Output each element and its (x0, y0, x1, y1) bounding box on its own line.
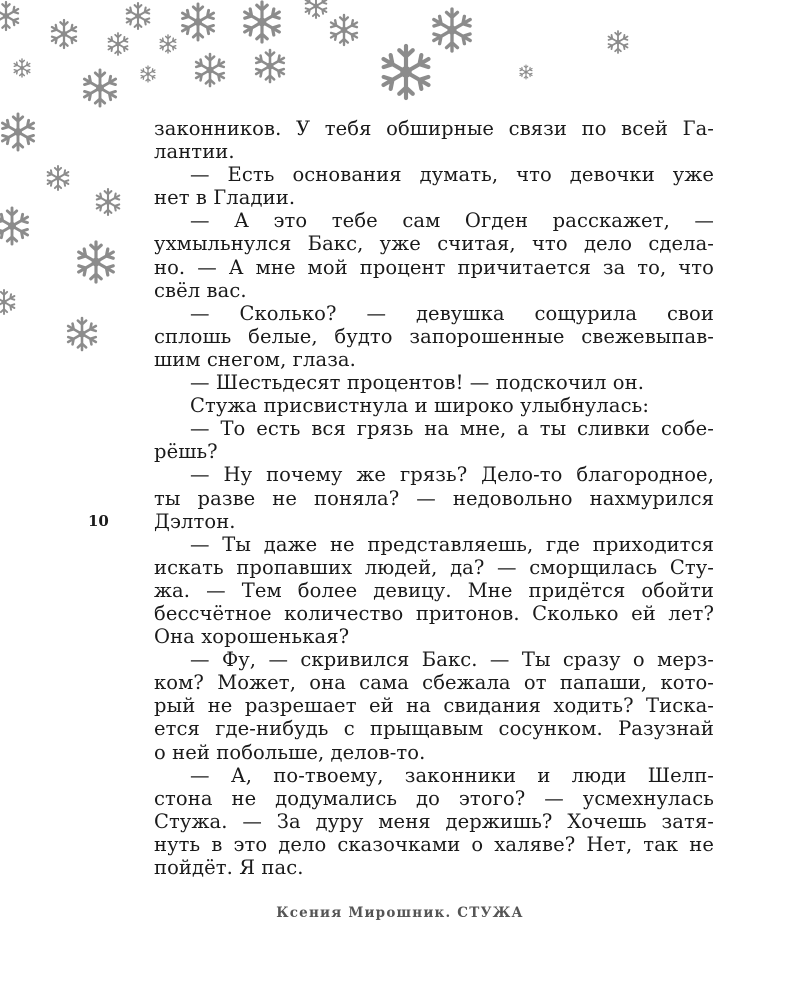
text-line: жа. — Тем более девицу. Мне придётся обойти (154, 578, 714, 602)
text-line: рёшь? (154, 440, 218, 464)
text-line: пойдёт. Я пас. (154, 856, 304, 879)
text-line: — То есть вся грязь на мне, а ты сливки собе- (190, 417, 714, 441)
snowflake-icon (141, 66, 155, 82)
text-line: но. — А мне мой процент причитается за то, что (154, 255, 714, 279)
snowflake-icon (608, 31, 627, 53)
text-line: о ней побольше, делов-то. (154, 740, 426, 764)
snowflake-icon (127, 3, 150, 29)
text-line: сплошь белые, будто запорошенные свежевыпав- (154, 324, 714, 348)
text-line: нет в Гладии. (154, 186, 296, 210)
text-line: — Сколько? — девушка сощурила свои (190, 301, 714, 325)
body-text (154, 117, 714, 879)
text-line: нуть в это дело сказочками о халяве? Нет, так не (154, 832, 714, 856)
snowflake-icon (108, 33, 127, 55)
text-line: Дэлтон. (154, 509, 236, 533)
text-line: ты разве не поняла? — недовольно нахмурился (154, 486, 714, 510)
snowflake-icon (383, 46, 428, 98)
running-footer: Ксения Мирошник. СТУЖА (276, 905, 524, 921)
page-number: 10 (88, 512, 109, 530)
snowflake-icon (0, 208, 28, 244)
snowflake-icon (97, 189, 120, 215)
text-line: — Ты даже не представляешь, где приходится (190, 532, 714, 556)
text-line: — Есть основания думать, что девочки уже (190, 163, 714, 187)
text-line: свёл вас. (154, 278, 247, 302)
text-line: шим снегом, глаза. (154, 347, 356, 371)
snowflake-icon (68, 318, 96, 350)
snowflake-icon (520, 65, 532, 79)
text-line: ком? Может, она сама сбежала от папаши, кото- (154, 671, 714, 695)
snowflake-icon (331, 15, 357, 45)
snowflake-icon (48, 166, 69, 190)
text-line: — А это тебе сам Огден расскажет, — (190, 209, 714, 233)
text-line: Стужа присвистнула и широко улыбнулась: (190, 394, 649, 418)
text-line: ухмыльнулся Бакс, уже считая, что дело сдела- (154, 232, 714, 256)
text-line: Она хорошенькая? (154, 625, 350, 649)
snowflake-icon (0, 290, 14, 314)
snowflake-icon (182, 4, 213, 40)
snowflake-icon (196, 54, 224, 86)
snowflake-icon (160, 35, 176, 53)
snowflake-icon (14, 59, 30, 77)
text-line: искать пропавших людей, да? — сморщилась Сту- (154, 555, 714, 579)
snowflake-icon (79, 242, 114, 282)
snowflake-icon (306, 0, 327, 18)
text-line: Стужа. — За дуру меня держишь? Хочешь затя- (154, 809, 714, 833)
text-line: ется где-нибудь с прыщавым сосунком. Разузнай (154, 717, 714, 741)
text-line: — Шестьдесят процентов! — подскочил он. (190, 371, 645, 395)
snowflake-icon (52, 20, 76, 48)
text-line: рый не разрешает ей на свидания ходить? Тиска- (154, 694, 714, 718)
text-line: законников. У тебя обширные связи по всей Га- (154, 117, 714, 140)
snowflake-icon (0, 2, 18, 30)
text-line: стона не додумались до этого? — усмехнулась (154, 786, 714, 810)
snowflake-icon (84, 70, 115, 106)
snowflake-icon (256, 50, 284, 82)
snowflake-icon (434, 9, 470, 51)
text-line: — Фу, — скривился Бакс. — Ты сразу о мерз- (190, 648, 714, 672)
text-line: — Ну почему же грязь? Дело-то благородное, (190, 463, 714, 487)
text-line: — А, по-твоему, законники и люди Шелп- (190, 763, 714, 787)
snowflake-icon (245, 2, 280, 42)
text-line: бессчётное количество притонов. Сколько ей лет? (154, 601, 714, 625)
text-line: лантии. (154, 140, 235, 164)
snowflake-icon (2, 114, 33, 150)
